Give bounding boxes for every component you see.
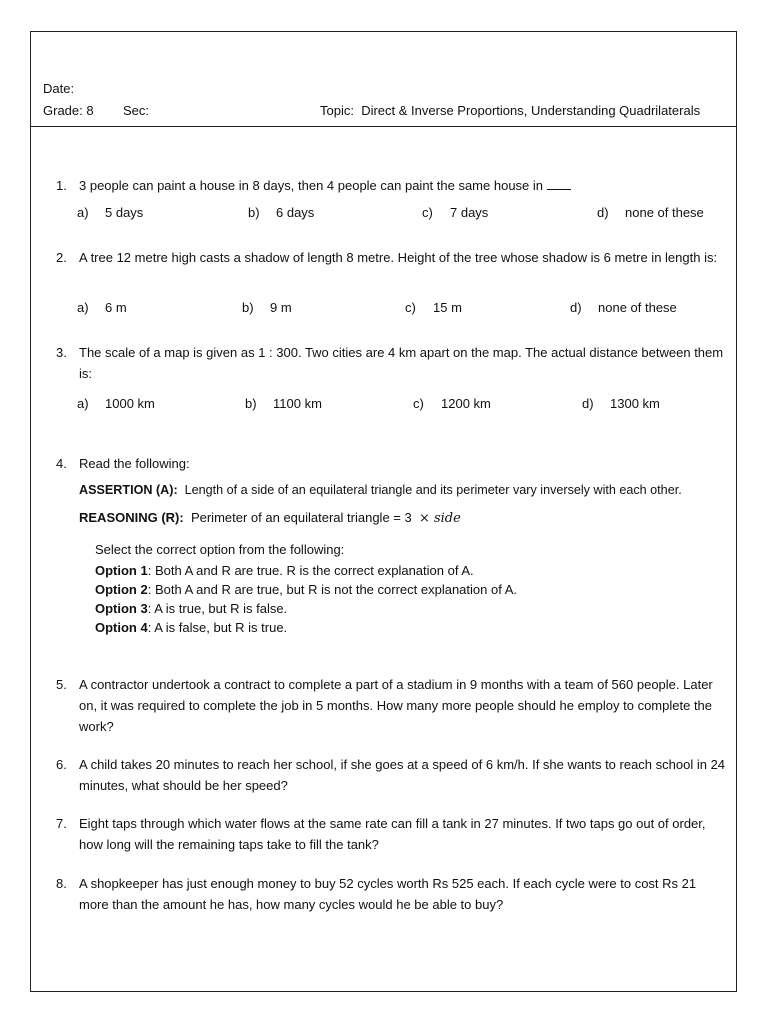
question-text: The scale of a map is given as 1 : 300. Two cities are 4 km apart on the map. The actual distance between them is: bbox=[79, 345, 724, 381]
question-4 bbox=[56, 453, 726, 474]
reasoning bbox=[79, 510, 461, 526]
question-text: Eight taps through which water flows at the same rate can fill a tank in 27 minutes. If two taps go out of order, how long will the remaining taps take to fill the tank? bbox=[79, 816, 706, 852]
question-text: A contractor undertook a contract to complete a part of a stadium in 9 months with a team of 560 people. Later on, it was required to complete the job in 5 months. How many more people should he employ to complete the work? bbox=[79, 677, 713, 734]
option-3b[interactable]: b) 1100 km bbox=[245, 396, 322, 411]
question-number: 8. bbox=[56, 876, 67, 891]
option-4-4[interactable]: Option 4: A is false, but R is true. bbox=[95, 620, 288, 635]
topic bbox=[320, 103, 700, 118]
question-1 bbox=[56, 175, 726, 196]
assertion-label: ASSERTION (A): bbox=[79, 483, 178, 497]
option-4-2[interactable]: Option 2: Both A and R are true, but R is not the correct explanation of A. bbox=[95, 582, 517, 597]
date-label: Date: bbox=[43, 81, 75, 96]
option-2b[interactable]: b) 9 m bbox=[242, 300, 292, 315]
question-text: 3 people can paint a house in 8 days, then 4 people can paint the same house in bbox=[79, 178, 544, 193]
header-divider bbox=[30, 126, 737, 127]
question-text: Read the following: bbox=[79, 456, 190, 471]
question-6 bbox=[56, 754, 726, 796]
question-7 bbox=[56, 813, 726, 855]
reasoning-text: Perimeter of an equilateral triangle = 3 bbox=[190, 510, 412, 525]
question-3 bbox=[56, 342, 726, 384]
option-2c[interactable]: c) 15 m bbox=[405, 300, 462, 315]
reasoning-math: × side bbox=[418, 511, 461, 526]
option-2d[interactable]: d) none of these bbox=[570, 300, 677, 315]
option-3a[interactable]: a) 1000 km bbox=[77, 396, 155, 411]
option-3c[interactable]: c) 1200 km bbox=[413, 396, 491, 411]
option-4-1[interactable]: Option 1: Both A and R are true. R is the correct explanation of A. bbox=[95, 563, 474, 578]
question-number: 4. bbox=[56, 456, 67, 471]
question-2 bbox=[56, 247, 726, 268]
question-text: A child takes 20 minutes to reach her school, if she goes at a speed of 6 km/h. If she wants to reach school in 24 minutes, what should be her speed? bbox=[79, 757, 726, 793]
question-number: 7. bbox=[56, 816, 67, 831]
answer-blank bbox=[547, 177, 571, 190]
reasoning-label: REASONING (R): bbox=[79, 510, 184, 525]
grade-label: Grade: 8 bbox=[43, 103, 94, 118]
question-number: 3. bbox=[56, 345, 67, 360]
question-number: 6. bbox=[56, 757, 67, 772]
topic-value: Direct & Inverse Proportions, Understanding Quadrilaterals bbox=[361, 103, 701, 118]
option-2a[interactable]: a) 6 m bbox=[77, 300, 127, 315]
section-label: Sec: bbox=[123, 103, 150, 118]
option-1c[interactable]: c) 7 days bbox=[422, 205, 489, 220]
option-1a[interactable]: a) 5 days bbox=[77, 205, 144, 220]
option-1b[interactable]: b) 6 days bbox=[248, 205, 315, 220]
assertion-text: Length of a side of an equilateral triangle and its perimeter vary inversely with each other. bbox=[184, 483, 682, 497]
topic-label: Topic: bbox=[320, 103, 354, 118]
question-text: A tree 12 metre high casts a shadow of length 8 metre. Height of the tree whose shadow is 6 metre in length is: bbox=[79, 250, 718, 265]
question-number: 5. bbox=[56, 677, 67, 692]
select-instruction: Select the correct option from the following: bbox=[95, 542, 345, 557]
option-1d[interactable]: d) none of these bbox=[597, 205, 704, 220]
question-5 bbox=[56, 674, 726, 737]
option-4-3[interactable]: Option 3: A is true, but R is false. bbox=[95, 601, 288, 616]
question-text: A shopkeeper has just enough money to buy 52 cycles worth Rs 525 each. If each cycle were to cost Rs 21 more than the amount he has, how many cycles would he be able to buy? bbox=[79, 876, 697, 912]
question-8 bbox=[56, 873, 726, 915]
option-3d[interactable]: d) 1300 km bbox=[582, 396, 660, 411]
question-number: 1. bbox=[56, 178, 67, 193]
assertion bbox=[79, 483, 682, 497]
question-number: 2. bbox=[56, 250, 67, 265]
